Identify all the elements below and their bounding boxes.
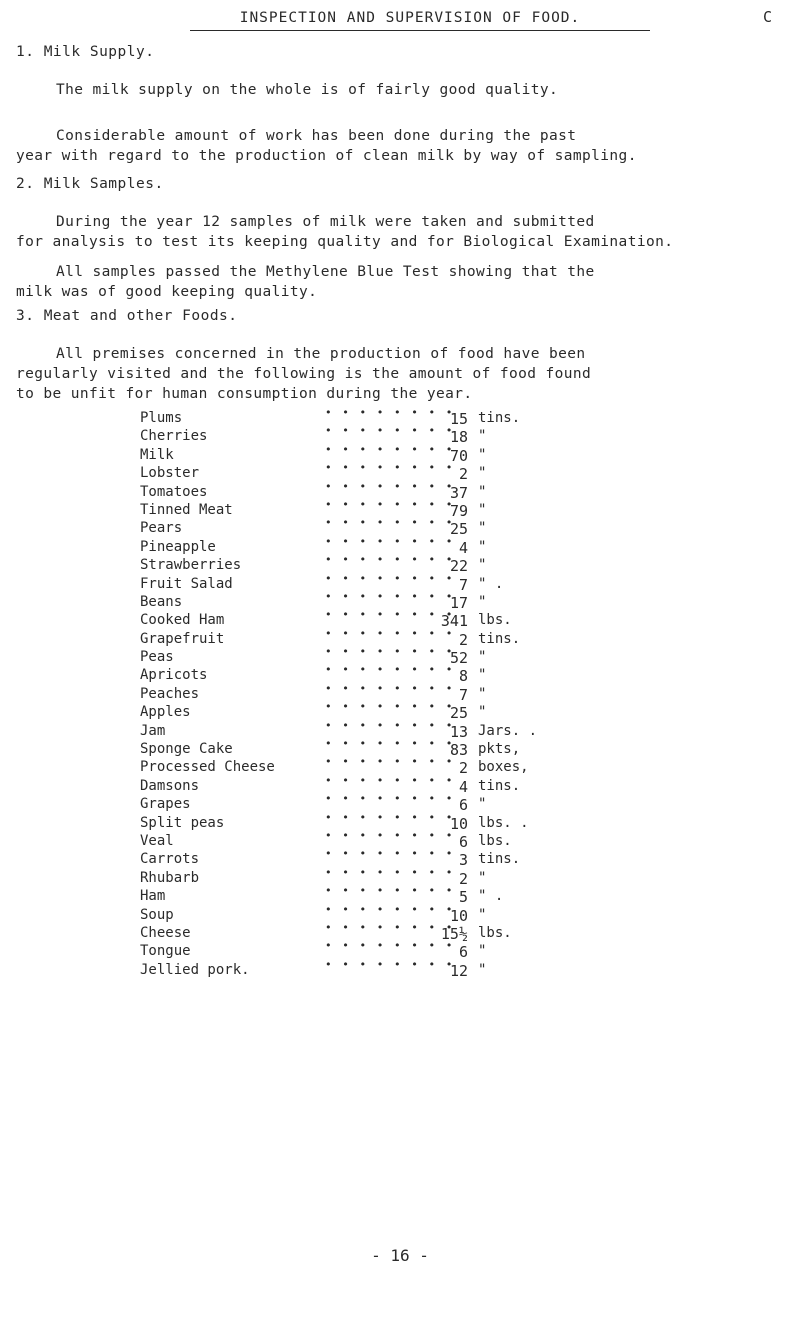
food-item-name: Grapefruit xyxy=(140,630,225,647)
food-item-name: Beans xyxy=(140,593,183,610)
food-unit: " xyxy=(478,593,487,610)
food-item-name: Pears xyxy=(140,520,183,537)
food-quantity: 22 xyxy=(449,557,468,576)
paragraph-samples-passed xyxy=(16,262,595,302)
food-quantity: 15½ xyxy=(440,924,468,943)
paragraph-line: year with regard to the production of clean milk by way of sampling. xyxy=(16,148,637,164)
leader-dots: • • • • • • • • xyxy=(325,939,455,953)
food-unit: tins. xyxy=(478,410,521,426)
unfit-food-table xyxy=(140,406,640,980)
paragraph-line: All premises concerned in the production of food have been xyxy=(56,346,586,362)
food-unit: " xyxy=(478,906,487,923)
paragraph-samples-taken xyxy=(16,212,673,252)
leader-dots: • • • • • • • • xyxy=(325,755,455,769)
food-quantity: 25 xyxy=(449,520,468,539)
leader-dots: • • • • • • • • xyxy=(325,700,455,714)
food-item-name: Jam xyxy=(140,722,166,739)
food-unit: " xyxy=(478,557,487,574)
leader-dots: • • • • • • • • xyxy=(325,608,455,622)
food-item-name: Plums xyxy=(140,410,183,426)
food-item-name: Fruit Salad xyxy=(140,575,233,592)
leader-dots: • • • • • • • • xyxy=(325,534,455,548)
food-unit: " xyxy=(478,483,487,500)
food-unit: " xyxy=(478,685,487,702)
section-heading-milk-supply: 1. Milk Supply. xyxy=(16,44,155,60)
food-unit: " xyxy=(478,704,487,721)
food-unit: " xyxy=(478,428,487,445)
food-quantity: 2 xyxy=(458,630,468,649)
food-quantity: 13 xyxy=(449,722,468,741)
leader-dots: • • • • • • • • xyxy=(325,406,455,419)
food-item-name: Cheese xyxy=(140,924,191,941)
leader-dots: • • • • • • • • xyxy=(325,663,455,677)
food-quantity: 5 xyxy=(458,888,468,907)
paragraph-line: regularly visited and the following is the amount of food found xyxy=(16,366,592,382)
food-unit: " xyxy=(478,465,487,482)
food-item-name: Apples xyxy=(140,704,191,721)
leader-dots: • • • • • • • • xyxy=(325,920,455,934)
leader-dots: • • • • • • • • xyxy=(325,479,455,493)
paragraph-milk-quality xyxy=(56,80,558,100)
section-heading-milk-samples: 2. Milk Samples. xyxy=(16,176,164,192)
food-unit: lbs. xyxy=(478,612,512,629)
food-quantity: 10 xyxy=(449,906,468,925)
food-item-name: Lobster xyxy=(140,465,200,482)
food-unit: Jars. . xyxy=(478,722,538,739)
food-item-name: Tinned Meat xyxy=(140,501,233,518)
food-item-name: Cooked Ham xyxy=(140,612,225,629)
food-unit: " xyxy=(478,520,487,537)
leader-dots: • • • • • • • • xyxy=(325,424,455,438)
leader-dots: • • • • • • • • xyxy=(325,442,455,456)
food-quantity: 2 xyxy=(458,759,468,778)
food-item-name: Peas xyxy=(140,649,174,666)
food-quantity: 8 xyxy=(458,667,468,686)
leader-dots: • • • • • • • • xyxy=(325,718,455,732)
leader-dots: • • • • • • • • xyxy=(325,571,455,585)
leader-dots: • • • • • • • • xyxy=(325,773,455,787)
paragraph-milk-work xyxy=(16,126,637,166)
food-quantity: 6 xyxy=(458,943,468,962)
food-item-name: Pineapple xyxy=(140,538,216,555)
title-underline xyxy=(190,30,650,31)
food-unit: " . xyxy=(478,888,504,905)
food-item-name: Cherries xyxy=(140,428,208,445)
leader-dots: • • • • • • • • xyxy=(325,957,455,971)
food-unit: lbs. xyxy=(478,924,512,941)
food-quantity: 7 xyxy=(458,575,468,594)
leader-dots: • • • • • • • • xyxy=(325,884,455,898)
leader-dots: • • • • • • • • xyxy=(325,792,455,806)
leader-dots: • • • • • • • • xyxy=(325,847,455,861)
food-item-name: Apricots xyxy=(140,667,208,684)
food-quantity: 18 xyxy=(449,428,468,447)
leader-dots: • • • • • • • • xyxy=(325,461,455,475)
food-item-name: Processed Cheese xyxy=(140,759,275,776)
food-unit: lbs. xyxy=(478,832,512,849)
food-quantity: 17 xyxy=(449,593,468,612)
food-unit: tins. xyxy=(478,851,521,868)
paragraph-line: The milk supply on the whole is of fairly good quality. xyxy=(56,82,559,98)
leader-dots: • • • • • • • • xyxy=(325,645,455,659)
food-item-name: Sponge Cake xyxy=(140,741,233,758)
leader-dots: • • • • • • • • xyxy=(325,589,455,603)
paragraph-line: All samples passed the Methylene Blue Test showing that the xyxy=(56,264,595,280)
food-quantity: 83 xyxy=(449,741,468,760)
food-item-name: Tomatoes xyxy=(140,483,208,500)
food-unit: tins. xyxy=(478,777,521,794)
food-item-name: Peaches xyxy=(140,685,200,702)
food-unit: " xyxy=(478,796,487,813)
food-quantity: 15 xyxy=(449,410,468,428)
food-quantity: 341 xyxy=(440,612,468,631)
food-unit: " . xyxy=(478,575,504,592)
food-quantity: 6 xyxy=(458,832,468,851)
food-quantity: 10 xyxy=(449,814,468,833)
food-quantity: 4 xyxy=(458,538,468,557)
food-item-name: Damsons xyxy=(140,777,200,794)
leader-dots: • • • • • • • • xyxy=(325,902,455,916)
leader-dots: • • • • • • • • xyxy=(325,737,455,751)
leader-dots: • • • • • • • • xyxy=(325,553,455,567)
food-item-name: Milk xyxy=(140,446,174,463)
food-quantity: 3 xyxy=(458,851,468,870)
paragraph-unfit-food xyxy=(16,344,591,404)
food-quantity: 2 xyxy=(458,869,468,888)
page-number: - 16 - xyxy=(371,1246,429,1265)
food-item-name: Strawberries xyxy=(140,557,242,574)
food-quantity: 37 xyxy=(449,483,468,502)
food-quantity: 6 xyxy=(458,796,468,815)
food-unit: " xyxy=(478,961,487,978)
food-quantity: 4 xyxy=(458,777,468,796)
food-unit: lbs. . xyxy=(478,814,529,831)
leader-dots: • • • • • • • • xyxy=(325,810,455,824)
food-item-name: Soup xyxy=(140,906,174,923)
food-unit: " xyxy=(478,538,487,555)
food-quantity: 25 xyxy=(449,704,468,723)
section-heading-meat-other-foods: 3. Meat and other Foods. xyxy=(16,308,238,324)
food-item-name: Ham xyxy=(140,888,166,905)
food-unit: tins. xyxy=(478,630,521,647)
food-quantity: 70 xyxy=(449,446,468,465)
food-quantity: 2 xyxy=(458,465,468,484)
paragraph-line: During the year 12 samples of milk were taken and submitted xyxy=(56,214,595,230)
food-unit: " xyxy=(478,869,487,886)
food-unit: " xyxy=(478,501,487,518)
food-quantity: 52 xyxy=(449,649,468,668)
food-unit: " xyxy=(478,446,487,463)
food-unit: " xyxy=(478,667,487,684)
table-row xyxy=(140,957,640,980)
food-item-name: Jellied pork. xyxy=(140,961,250,978)
leader-dots: • • • • • • • • xyxy=(325,626,455,640)
food-unit: pkts, xyxy=(478,741,521,758)
corner-mark: C xyxy=(762,8,772,26)
leader-dots: • • • • • • • • xyxy=(325,497,455,511)
paragraph-line: Considerable amount of work has been done during the past xyxy=(56,128,577,144)
food-quantity: 7 xyxy=(458,685,468,704)
food-quantity: 12 xyxy=(449,961,468,980)
food-item-name: Rhubarb xyxy=(140,869,200,886)
food-item-name: Split peas xyxy=(140,814,225,831)
leader-dots: • • • • • • • • xyxy=(325,516,455,530)
food-item-name: Grapes xyxy=(140,796,191,813)
food-item-name: Veal xyxy=(140,832,174,849)
food-unit: " xyxy=(478,649,487,666)
food-unit: " xyxy=(478,943,487,960)
food-quantity: 79 xyxy=(449,501,468,520)
paragraph-line: milk was of good keeping quality. xyxy=(16,284,318,300)
paragraph-line: for analysis to test its keeping quality and for Biological Examination. xyxy=(16,234,674,250)
page-title: INSPECTION AND SUPERVISION OF FOOD. xyxy=(239,10,581,26)
food-unit: boxes, xyxy=(478,759,529,776)
leader-dots: • • • • • • • • xyxy=(325,681,455,695)
food-item-name: Tongue xyxy=(140,943,191,960)
leader-dots: • • • • • • • • xyxy=(325,828,455,842)
leader-dots: • • • • • • • • xyxy=(325,865,455,879)
food-item-name: Carrots xyxy=(140,851,200,868)
paragraph-line: to be unfit for human consumption during the year. xyxy=(16,386,473,402)
